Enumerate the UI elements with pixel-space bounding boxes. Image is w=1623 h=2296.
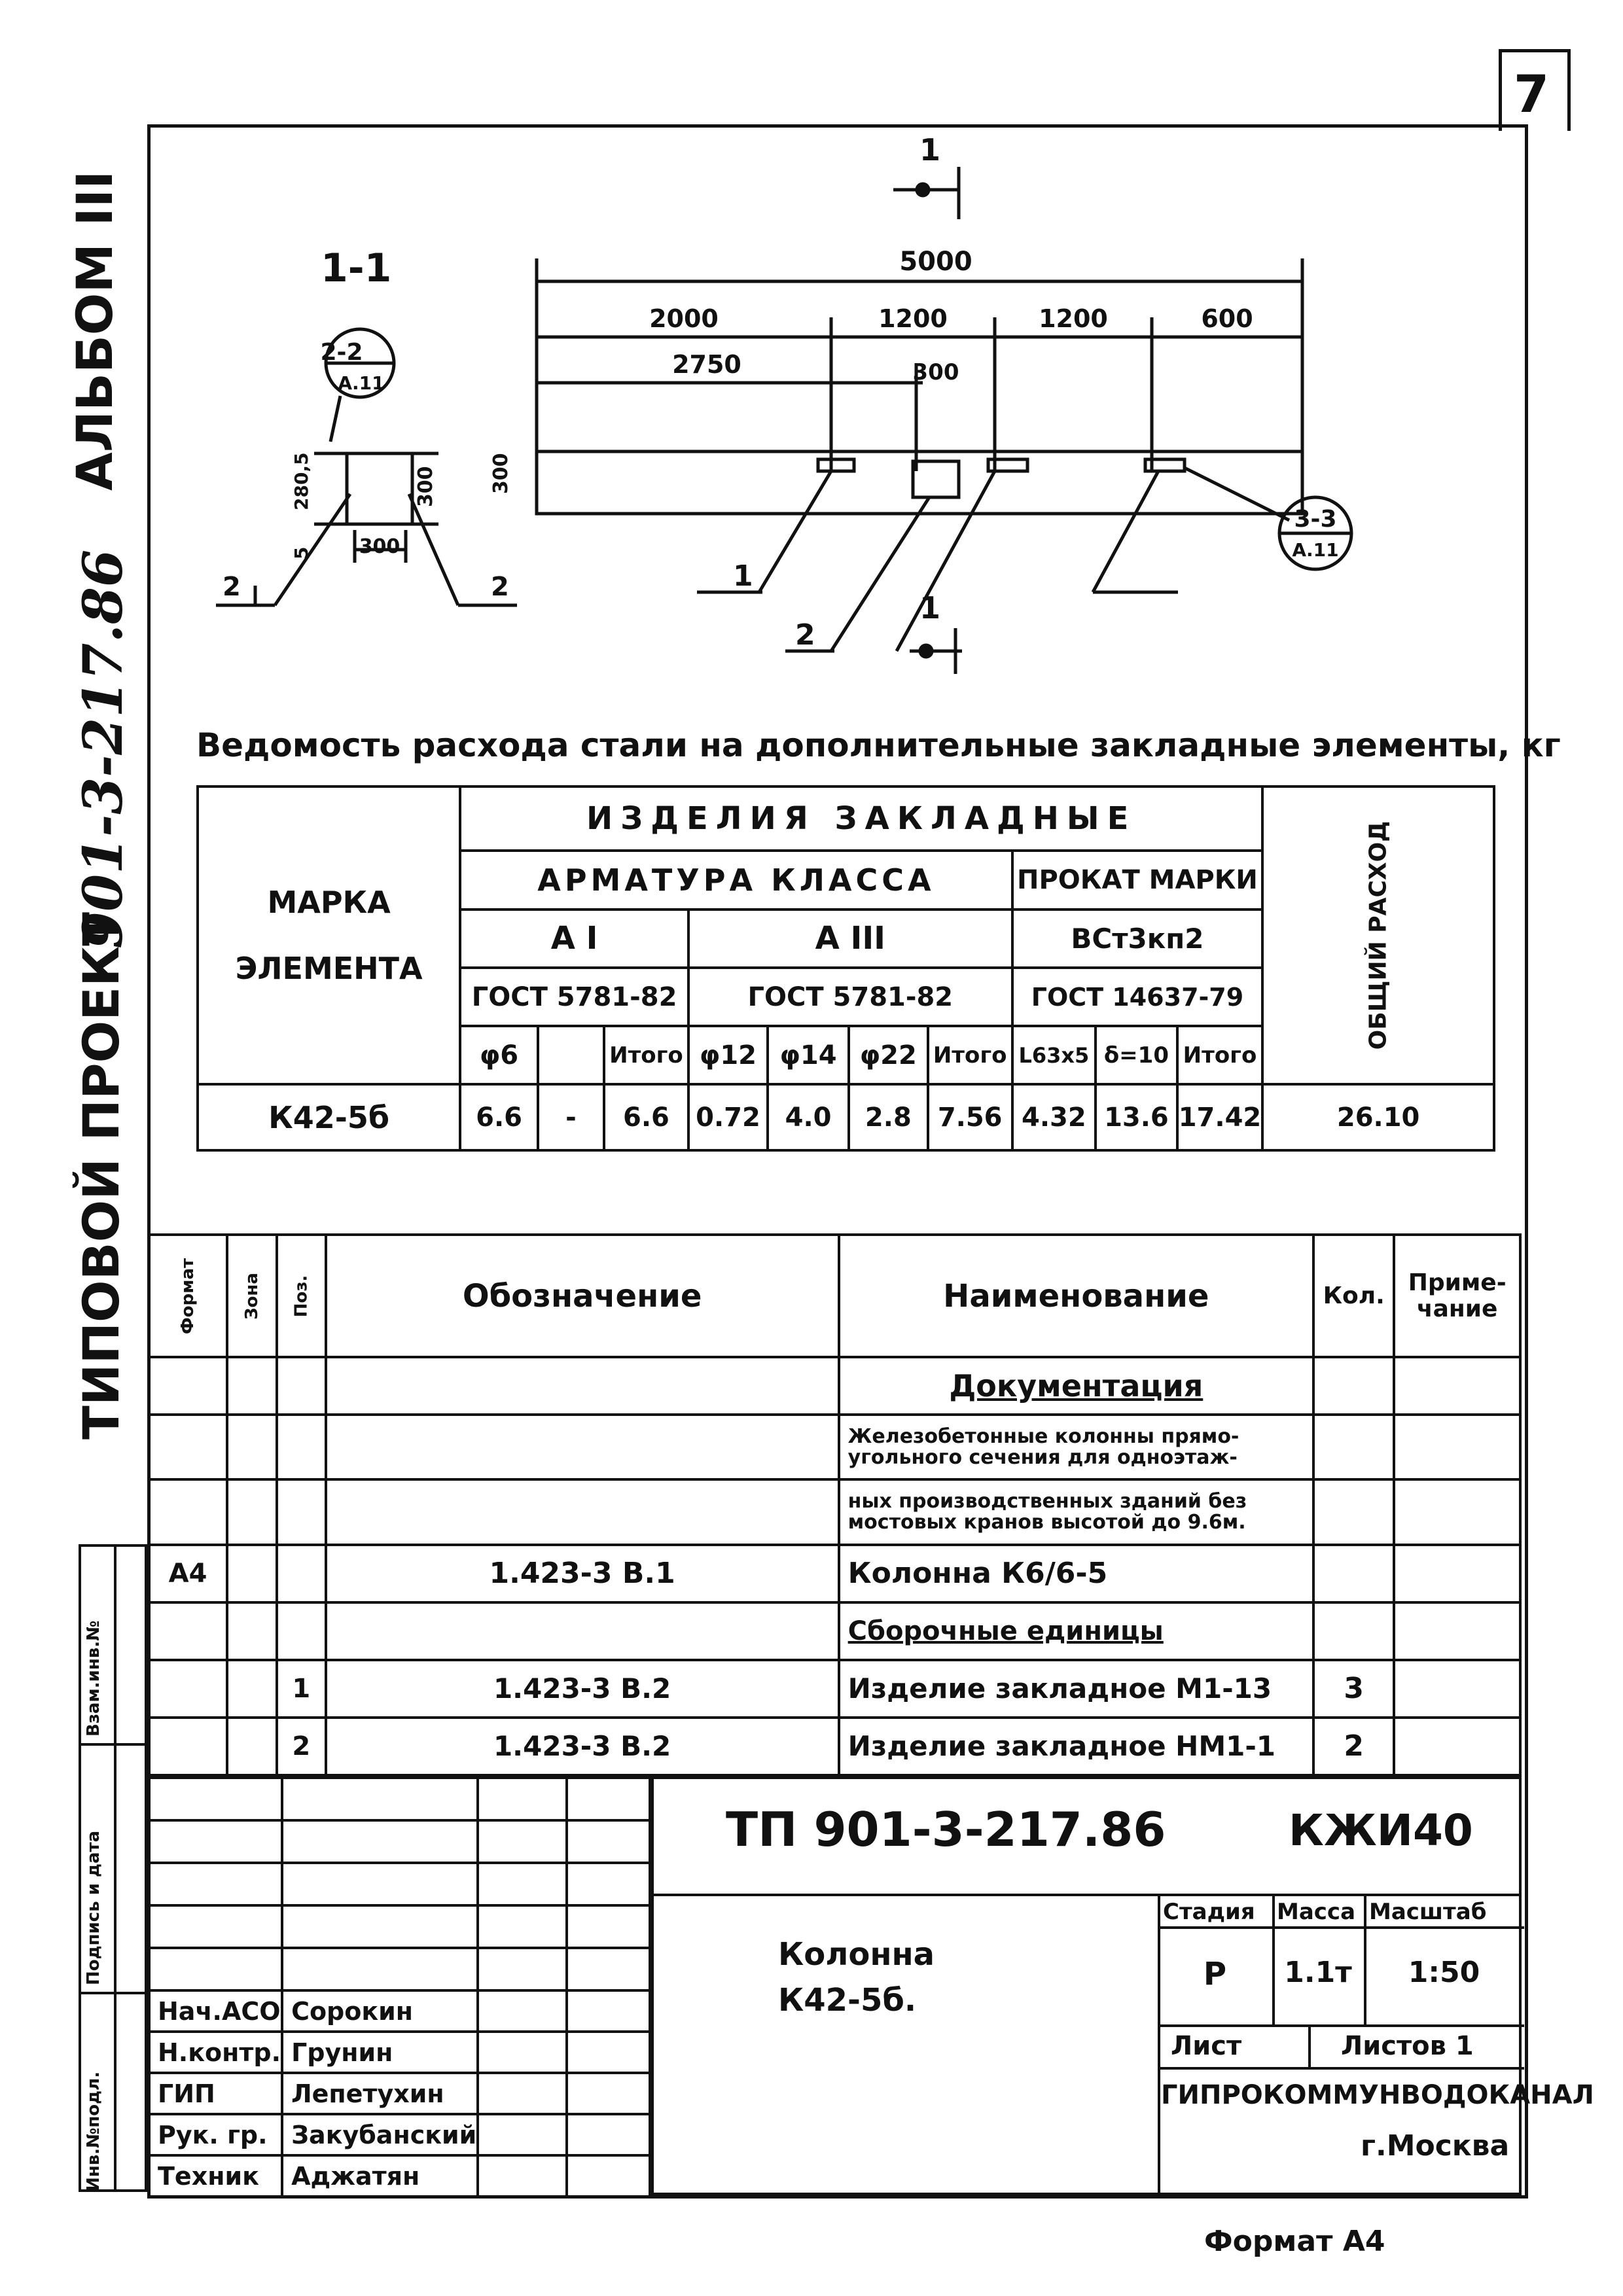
h-total: ОБЩИЙ РАСХОД [1262, 786, 1494, 1084]
svg-text:300: 300 [912, 359, 959, 385]
org: ГИПРОКОММУНВОДОКАНАЛ [1161, 2080, 1594, 2110]
steel-table-title: Ведомость расхода стали на дополнительные закладные элементы, кг [196, 726, 1561, 764]
h-designation: Обозначение [326, 1235, 839, 1357]
spec-table: Формат Зона Поз. Обозначение Наименование Кол. Приме- чание Документация Железобетонные колонны прямо- угольного сечения для одноэтаж- ных производственных зданий без мостовых кранов высотой до 9.6м. А4 1.423-3 В.1 Колонна К6/6-5 Сборочные единицы 1 1.423-3 В.2 Изделие закладное М1-13 3 2 1.423-3 В.2 Изделие закладное НМ1-1 2 [147, 1233, 1522, 1776]
svg-text:280,5: 280,5 [291, 452, 312, 510]
stamp-sign: Подпись и дата [84, 1830, 103, 1985]
h-rolled: ПРОКАТ МАРКИ [1012, 851, 1263, 909]
project-label: ТИПОВОЙ ПРОЕКТ [72, 911, 130, 1439]
h-name: Наименование [839, 1235, 1313, 1357]
table-row: 2 1.423-3 В.2 Изделие закладное НМ1-1 2 [149, 1718, 1520, 1775]
svg-text:300: 300 [490, 453, 512, 494]
col-h: L63x5 [1012, 1026, 1096, 1084]
scale: 1:50 [1408, 1956, 1480, 1989]
title-code-suffix: КЖИ40 [1289, 1805, 1473, 1856]
svg-text:1: 1 [733, 559, 753, 593]
format-note: Формат А4 [1204, 2225, 1385, 2258]
title-code: ТП 901-3-217.86 [726, 1802, 1166, 1857]
col-h: Итого [1177, 1026, 1263, 1084]
svg-text:5: 5 [291, 546, 312, 559]
table-row: К42-5б 6.6 - 6.6 0.72 4.0 2.8 7.56 4.32 13.6 17.42 26.10 [198, 1084, 1494, 1150]
table-row: 1 1.423-3 В.2 Изделие закладное М1-13 3 [149, 1660, 1520, 1718]
column-drawing [151, 128, 1518, 703]
title-name2: К42-5б. [778, 1982, 917, 2019]
section-mark-top: 1 [919, 132, 941, 168]
col-h: Итого [928, 1026, 1012, 1084]
col-h: δ=10 [1096, 1026, 1177, 1084]
col-h: Итого [604, 1026, 688, 1084]
svg-text:300: 300 [359, 535, 401, 558]
col-h: φ22 [849, 1026, 928, 1084]
title-name1: Колонна [778, 1936, 935, 1973]
sec-docs: Документация [839, 1357, 1313, 1415]
mass: 1.1т [1284, 1956, 1352, 1989]
table-row: А4 1.423-3 В.1 Колонна К6/6-5 [149, 1545, 1520, 1602]
col-h: φ12 [688, 1026, 768, 1084]
h-reinf: АРМАТУРА КЛАССА [460, 851, 1012, 909]
side-stamp [79, 1544, 147, 2192]
svg-text:3-3: 3-3 [1294, 506, 1337, 533]
svg-text:5000: 5000 [899, 247, 972, 277]
h-gost3: ГОСТ 14637-79 [1012, 968, 1263, 1026]
h-gost1: ГОСТ 5781-82 [460, 968, 688, 1026]
svg-text:1200: 1200 [878, 304, 948, 333]
svg-text:600: 600 [1201, 304, 1253, 333]
h-vst: ВСт3кп2 [1012, 910, 1263, 968]
svg-text:2750: 2750 [672, 350, 741, 379]
stage: Р [1203, 1956, 1227, 1992]
col-h [538, 1026, 604, 1084]
svg-text:2: 2 [491, 572, 509, 602]
h-qty: Кол. [1313, 1235, 1394, 1357]
doc-text2: ных производственных зданий без мостовых кранов высотой до 9.6м. [839, 1479, 1313, 1544]
title-block: Нач.АСО Сорокин Н.контр. Грунин ГИП Лепетухин Рук. гр. Закубанский Техник Аджатян ТП 901-3-217.86 КЖИ40 Колонна К42-5б. Стадия Масса Масштаб Р 1.1т 1:50 Лист Листов 1 ГИПРОКОММУНВОДОКАНАЛ г.Москва [147, 1776, 1522, 2195]
stamp-vzam: Взам.инв.№ [84, 1620, 103, 1737]
svg-text:А.11: А.11 [1292, 539, 1339, 561]
h-mark2: ЭЛЕМЕНТА [235, 950, 423, 986]
h-aiii: А III [688, 910, 1012, 968]
col-h: φ6 [460, 1026, 538, 1084]
sheet-number: 7 [1513, 65, 1550, 124]
section-mark-bottom: 1 [919, 590, 941, 626]
h-gost2: ГОСТ 5781-82 [688, 968, 1012, 1026]
svg-text:1200: 1200 [1039, 304, 1108, 333]
svg-text:2: 2 [223, 572, 241, 602]
svg-text:2: 2 [795, 618, 815, 652]
album-label: АЛЬБОМ III [65, 170, 124, 491]
doc-text1: Железобетонные колонны прямо- угольного сечения для одноэтаж- [839, 1415, 1313, 1479]
svg-text:2000: 2000 [649, 304, 719, 333]
city: г.Москва [1361, 2129, 1510, 2163]
col-h: φ14 [768, 1026, 849, 1084]
project-code-side: 901-3-217.86 [72, 549, 135, 949]
section-label: 1-1 [321, 245, 392, 291]
h-ai: А I [460, 910, 688, 968]
svg-text:300: 300 [414, 466, 437, 507]
svg-text:2-2: 2-2 [320, 339, 363, 366]
steel-table [196, 785, 1495, 1152]
h-products: ИЗДЕЛИЯ ЗАКЛАДНЫЕ [460, 786, 1262, 851]
stamp-inv: Инв.№подл. [84, 2071, 103, 2191]
h-mark1: МАРКА [267, 884, 391, 920]
h-note: Приме- чание [1394, 1235, 1520, 1357]
svg-text:А.11: А.11 [338, 372, 385, 394]
sec-asm: Сборочные единицы [839, 1602, 1313, 1660]
